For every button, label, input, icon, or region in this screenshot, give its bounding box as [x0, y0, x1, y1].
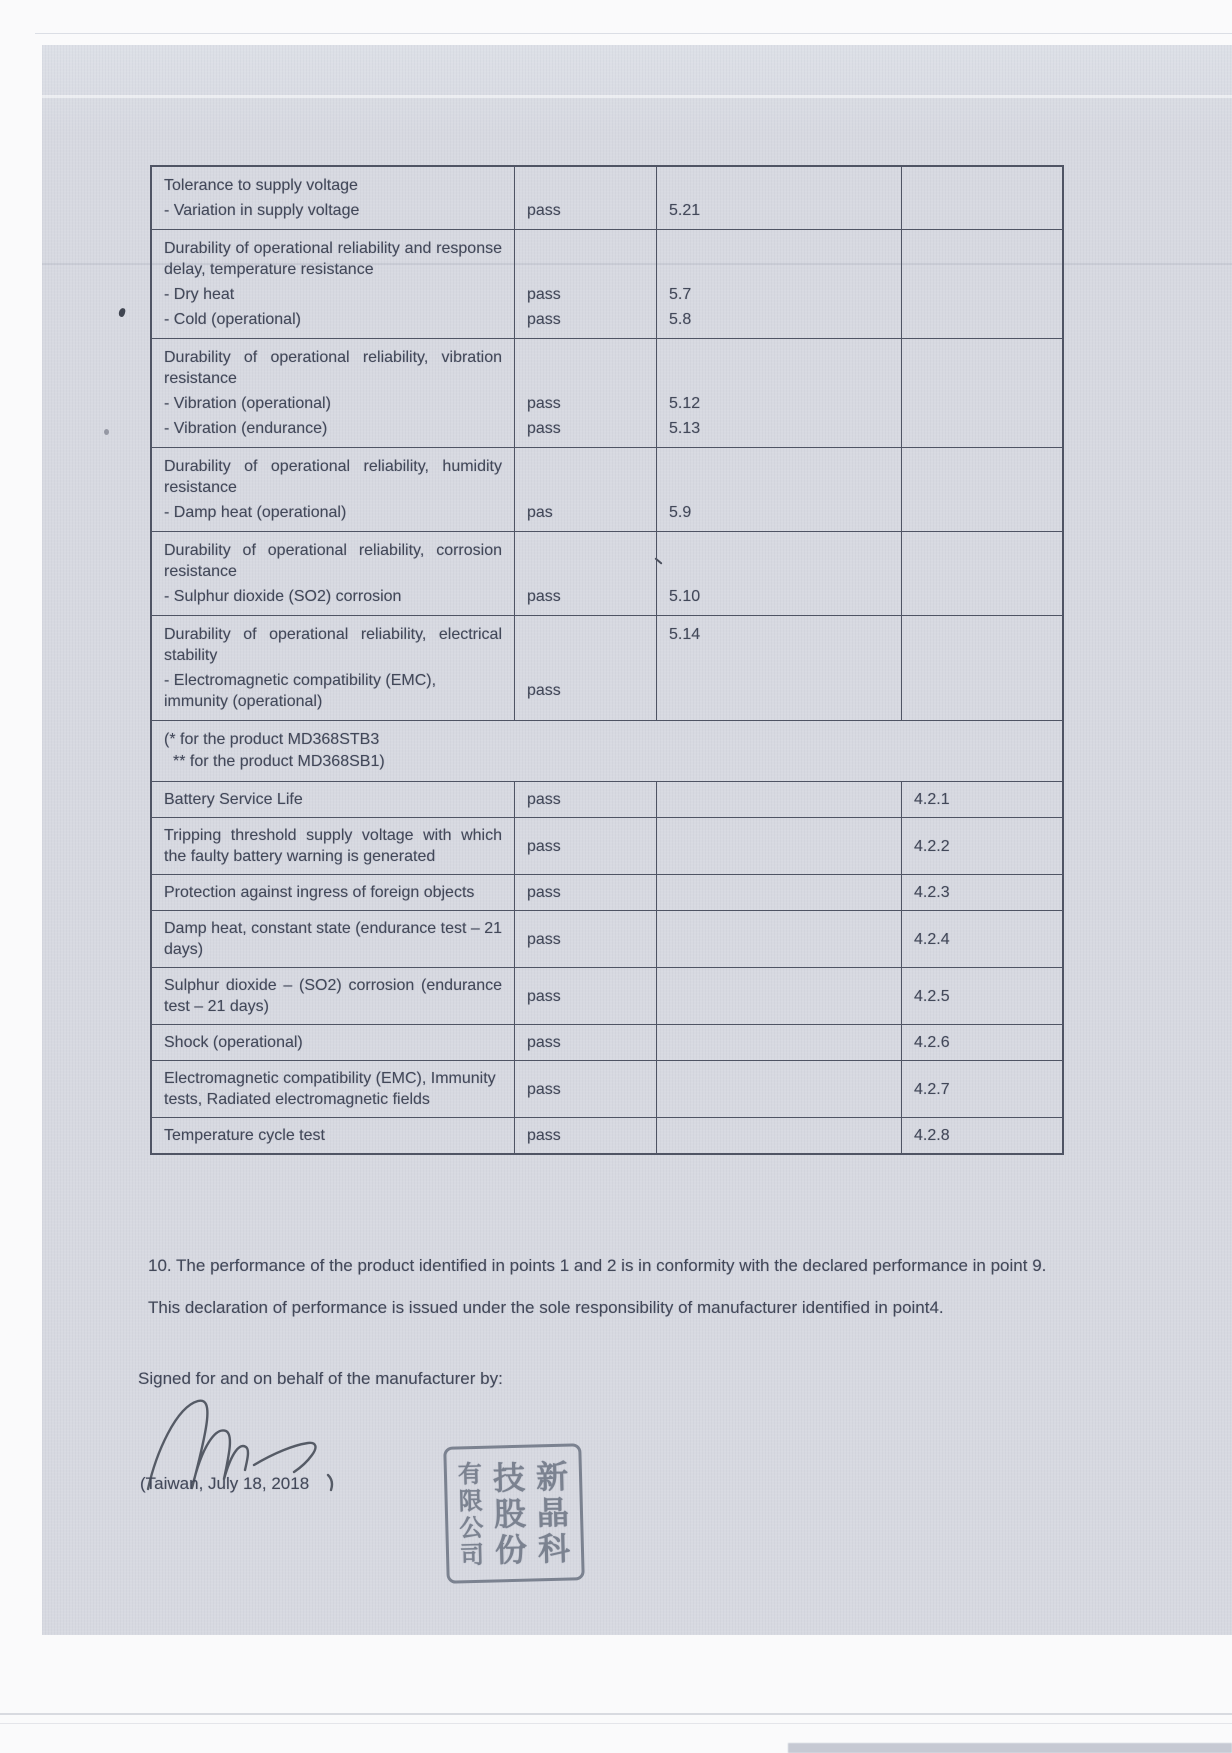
ref-cell — [902, 282, 1062, 307]
clause-cell: 5.8 — [657, 307, 902, 338]
responsibility-statement: This declaration of performance is issued under the sole responsibility of manufacturer identified in point4. — [148, 1298, 944, 1317]
table-row-tripping-threshold — [152, 817, 1062, 874]
result-cell: pass — [515, 391, 657, 416]
result-cell: pass — [515, 282, 657, 307]
scanner-artifact-line — [0, 1723, 1232, 1724]
place-date: (Taiwan, July 18, 2018 — [140, 1474, 310, 1493]
criterion-item: - Sulphur dioxide (SO2) corrosion — [152, 584, 515, 615]
ref-cell: 4.2.2 — [914, 837, 950, 855]
result-cell: pas — [515, 500, 657, 531]
ref-cell — [902, 500, 1062, 531]
criterion-item: - Electromagnetic compatibility (EMC), immunity (operational) — [152, 668, 515, 720]
clause-cell — [657, 532, 902, 584]
table-section-tolerance-supply-voltage — [152, 167, 1062, 229]
clause-cell — [657, 818, 902, 874]
result-cell: pass — [515, 911, 657, 967]
ref-cell — [902, 198, 1062, 229]
result-cell: pass — [515, 1118, 657, 1153]
ink-speck — [104, 429, 109, 435]
table-row-so2-endurance — [152, 967, 1062, 1024]
criterion-item: - Damp heat (operational) — [152, 500, 515, 531]
ref-cell — [902, 167, 1062, 198]
note-line: (* for the product MD368STB3 — [164, 731, 380, 748]
result-cell: pass — [515, 1061, 657, 1117]
clause-cell — [657, 968, 902, 1024]
note-line: ** for the product MD368SB1) — [173, 753, 385, 770]
clause-cell: 5.9 — [657, 500, 902, 531]
scanner-artifact-box — [788, 1743, 1232, 1753]
clause-cell: 5.21 — [657, 198, 902, 229]
table-row-emc-immunity — [152, 1060, 1062, 1117]
table-product-note — [152, 720, 1062, 781]
ref-cell: 4.2.6 — [914, 1034, 950, 1051]
table-row-ingress-protection — [152, 874, 1062, 910]
result-cell: pass — [515, 416, 657, 447]
clause-cell — [657, 1118, 902, 1153]
criterion-item: - Variation in supply voltage — [152, 198, 515, 229]
clause-cell: 5.7 — [657, 282, 902, 307]
clause-cell: 5.10 — [657, 584, 902, 615]
company-seal — [443, 1443, 585, 1584]
clause-cell — [657, 339, 902, 391]
ref-cell — [902, 391, 1062, 416]
clause-cell: 5.14 — [657, 616, 902, 668]
seal-column: 有 限 公 司 — [457, 1460, 485, 1569]
clause-cell — [657, 230, 902, 282]
result-cell: pass — [515, 1025, 657, 1060]
result-cell — [515, 532, 657, 584]
criterion-item: - Vibration (operational) — [152, 391, 515, 416]
ref-cell: 4.2.8 — [914, 1127, 950, 1144]
ink-speck — [118, 307, 126, 317]
clause-cell — [657, 911, 902, 967]
criterion-item: Protection against ingress of foreign objects — [152, 875, 515, 910]
clause-cell: 5.12 — [657, 391, 902, 416]
result-cell: pass — [515, 198, 657, 229]
seal-column: 技 股 份 — [492, 1459, 528, 1569]
clause-cell — [657, 167, 902, 198]
result-cell: pass — [515, 307, 657, 338]
criterion-header: Durability of operational reliability, electrical stability — [152, 616, 515, 668]
table-section-electrical-stability — [152, 615, 1062, 720]
criterion-header: Durability of operational reliability, corrosion resistance — [152, 532, 515, 584]
criterion-header: Durability of operational reliability, vibration resistance — [152, 339, 515, 391]
clause-cell — [657, 782, 902, 817]
ref-cell — [902, 416, 1062, 447]
result-cell — [515, 167, 657, 198]
table-row-damp-heat-endurance — [152, 910, 1062, 967]
scanner-artifact-line — [0, 1713, 1232, 1715]
ref-cell — [902, 339, 1062, 391]
result-cell: pass — [515, 818, 657, 874]
criterion-item: Sulphur dioxide – (SO2) corrosion (endurance test – 21 days) — [152, 968, 515, 1024]
clause-cell — [657, 1025, 902, 1060]
result-cell — [515, 339, 657, 391]
clause-cell — [657, 448, 902, 500]
signature-caption: Signed for and on behalf of the manufacturer by: — [138, 1369, 503, 1388]
table-row-temperature-cycle — [152, 1117, 1062, 1153]
result-cell: pass — [515, 668, 657, 720]
scanner-artifact-line — [35, 33, 1232, 34]
criterion-item: - Cold (operational) — [152, 307, 515, 338]
ref-cell: 4.2.7 — [914, 1080, 950, 1098]
ref-cell — [902, 616, 1062, 668]
clause-cell — [657, 668, 902, 720]
result-cell — [515, 448, 657, 500]
table-section-vibration-resistance — [152, 338, 1062, 447]
result-cell: pass — [515, 968, 657, 1024]
table-section-temperature-resistance — [152, 229, 1062, 338]
criterion-item: Damp heat, constant state (endurance test – 21 days) — [152, 911, 515, 967]
criterion-header: Tolerance to supply voltage — [152, 167, 515, 198]
ref-cell — [902, 448, 1062, 500]
criterion-item: - Dry heat — [152, 282, 515, 307]
criterion-item: Battery Service Life — [152, 782, 515, 817]
result-cell: pass — [515, 782, 657, 817]
table-row-battery-service-life — [152, 781, 1062, 817]
criterion-item: Electromagnetic compatibility (EMC), Immunity tests, Radiated electromagnetic fields — [152, 1061, 515, 1117]
criterion-item: Tripping threshold supply voltage with which the faulty battery warning is generated — [152, 818, 515, 874]
result-cell: pass — [515, 875, 657, 910]
ref-cell: 4.2.5 — [914, 987, 950, 1005]
ref-cell — [902, 307, 1062, 338]
criterion-item: Shock (operational) — [152, 1025, 515, 1060]
result-cell — [515, 616, 657, 668]
ref-cell — [902, 230, 1062, 282]
ref-cell — [902, 532, 1062, 584]
table-section-corrosion-resistance — [152, 531, 1062, 615]
ref-cell: 4.2.3 — [914, 884, 950, 901]
criterion-item: Temperature cycle test — [152, 1118, 515, 1153]
conformity-statement: 10. The performance of the product identified in points 1 and 2 is in conformity with the declared performance in point 9. — [148, 1256, 1047, 1275]
ref-cell: 4.2.1 — [914, 791, 950, 808]
result-cell — [515, 230, 657, 282]
criterion-header: Durability of operational reliability and response delay, temperature resistance — [152, 230, 515, 282]
criterion-item: - Vibration (endurance) — [152, 416, 515, 447]
scan-streak — [42, 95, 1232, 98]
ref-cell: 4.2.4 — [914, 930, 950, 948]
clause-cell — [657, 875, 902, 910]
result-cell: pass — [515, 584, 657, 615]
criterion-header: Durability of operational reliability, humidity resistance — [152, 448, 515, 500]
table-row-shock — [152, 1024, 1062, 1060]
document-page — [42, 45, 1232, 1635]
performance-table — [150, 165, 1064, 1155]
table-section-humidity-resistance — [152, 447, 1062, 531]
seal-column: 新 晶 科 — [535, 1458, 571, 1567]
clause-cell: 5.13 — [657, 416, 902, 447]
clause-cell — [657, 1061, 902, 1117]
ref-cell — [902, 584, 1062, 615]
ref-cell — [902, 668, 1062, 720]
